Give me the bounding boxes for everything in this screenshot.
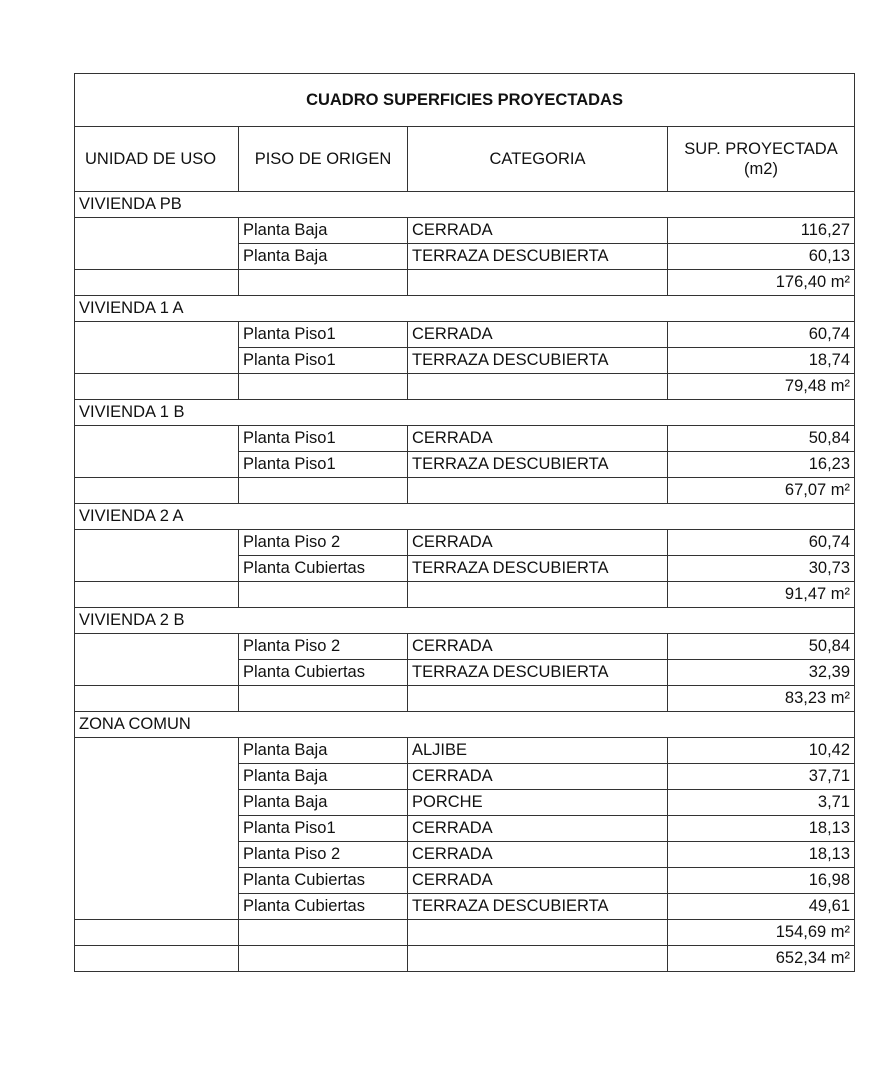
superficie-cell: 116,27 (668, 218, 855, 244)
categoria-cell: CERRADA (408, 868, 668, 894)
subtotal-row (75, 920, 855, 946)
total-cell: 652,34 m² (668, 946, 855, 972)
categoria-cell: CERRADA (408, 322, 668, 348)
empty-cell (239, 946, 408, 972)
piso-cell: Planta Piso1 (239, 426, 408, 452)
group-name: ZONA COMUN (75, 712, 855, 738)
categoria-cell: CERRADA (408, 426, 668, 452)
piso-cell: Planta Cubiertas (239, 556, 408, 582)
group-name: VIVIENDA 2 A (75, 504, 855, 530)
unidad-cell (75, 530, 239, 582)
piso-cell: Planta Baja (239, 244, 408, 270)
superficie-cell: 16,23 (668, 452, 855, 478)
subtotal-cell: 79,48 m² (668, 374, 855, 400)
superficie-cell: 30,73 (668, 556, 855, 582)
unidad-cell (75, 738, 239, 920)
subtotal-cell: 67,07 m² (668, 478, 855, 504)
superficie-cell: 49,61 (668, 894, 855, 920)
table-row (75, 634, 855, 660)
piso-cell: Planta Piso 2 (239, 634, 408, 660)
total-row (75, 946, 855, 972)
empty-cell (408, 582, 668, 608)
subtotal-cell: 176,40 m² (668, 270, 855, 296)
subtotal-cell: 83,23 m² (668, 686, 855, 712)
superficies-table (74, 73, 855, 972)
empty-cell (75, 374, 239, 400)
categoria-cell: TERRAZA DESCUBIERTA (408, 894, 668, 920)
categoria-cell: CERRADA (408, 634, 668, 660)
empty-cell (239, 374, 408, 400)
header-piso: PISO DE ORIGEN (239, 127, 408, 192)
categoria-cell: TERRAZA DESCUBIERTA (408, 660, 668, 686)
piso-cell: Planta Cubiertas (239, 660, 408, 686)
subtotal-row (75, 478, 855, 504)
empty-cell (408, 374, 668, 400)
empty-cell (239, 270, 408, 296)
table-row (75, 530, 855, 556)
subtotal-row (75, 374, 855, 400)
empty-cell (75, 920, 239, 946)
empty-cell (408, 686, 668, 712)
group-header-row (75, 608, 855, 634)
piso-cell: Planta Piso 2 (239, 842, 408, 868)
empty-cell (239, 478, 408, 504)
empty-cell (75, 686, 239, 712)
piso-cell: Planta Piso1 (239, 452, 408, 478)
empty-cell (239, 582, 408, 608)
table-row (75, 218, 855, 244)
piso-cell: Planta Baja (239, 790, 408, 816)
group-name: VIVIENDA PB (75, 192, 855, 218)
empty-cell (239, 686, 408, 712)
categoria-cell: ALJIBE (408, 738, 668, 764)
piso-cell: Planta Baja (239, 738, 408, 764)
superficie-cell: 50,84 (668, 426, 855, 452)
subtotal-row (75, 686, 855, 712)
piso-cell: Planta Baja (239, 218, 408, 244)
subtotal-cell: 91,47 m² (668, 582, 855, 608)
empty-cell (408, 478, 668, 504)
empty-cell (408, 946, 668, 972)
categoria-cell: TERRAZA DESCUBIERTA (408, 348, 668, 374)
piso-cell: Planta Piso1 (239, 816, 408, 842)
superficie-cell: 10,42 (668, 738, 855, 764)
categoria-cell: TERRAZA DESCUBIERTA (408, 556, 668, 582)
subtotal-row (75, 582, 855, 608)
group-header-row (75, 712, 855, 738)
group-header-row (75, 192, 855, 218)
piso-cell: Planta Baja (239, 764, 408, 790)
categoria-cell: CERRADA (408, 816, 668, 842)
empty-cell (408, 270, 668, 296)
unidad-cell (75, 322, 239, 374)
unidad-cell (75, 426, 239, 478)
superficie-cell: 3,71 (668, 790, 855, 816)
superficie-cell: 18,74 (668, 348, 855, 374)
piso-cell: Planta Cubiertas (239, 894, 408, 920)
categoria-cell: CERRADA (408, 842, 668, 868)
empty-cell (239, 920, 408, 946)
header-superficie: SUP. PROYECTADA (m2) (668, 127, 855, 192)
header-categoria: CATEGORIA (408, 127, 668, 192)
group-header-row (75, 504, 855, 530)
header-unidad: UNIDAD DE USO (75, 127, 239, 192)
table-body (75, 192, 855, 972)
categoria-cell: CERRADA (408, 764, 668, 790)
superficie-cell: 18,13 (668, 842, 855, 868)
piso-cell: Planta Cubiertas (239, 868, 408, 894)
superficie-cell: 60,13 (668, 244, 855, 270)
header-row (75, 127, 855, 192)
group-header-row (75, 400, 855, 426)
table-row (75, 738, 855, 764)
piso-cell: Planta Piso1 (239, 348, 408, 374)
table-row (75, 426, 855, 452)
piso-cell: Planta Piso1 (239, 322, 408, 348)
table-row (75, 322, 855, 348)
subtotal-row (75, 270, 855, 296)
categoria-cell: TERRAZA DESCUBIERTA (408, 452, 668, 478)
superficie-cell: 60,74 (668, 530, 855, 556)
superficie-cell: 16,98 (668, 868, 855, 894)
superficie-cell: 50,84 (668, 634, 855, 660)
group-name: VIVIENDA 1 A (75, 296, 855, 322)
categoria-cell: CERRADA (408, 218, 668, 244)
empty-cell (75, 478, 239, 504)
superficie-cell: 18,13 (668, 816, 855, 842)
unidad-cell (75, 218, 239, 270)
piso-cell: Planta Piso 2 (239, 530, 408, 556)
group-header-row (75, 296, 855, 322)
empty-cell (75, 270, 239, 296)
subtotal-cell: 154,69 m² (668, 920, 855, 946)
superficie-cell: 32,39 (668, 660, 855, 686)
categoria-cell: CERRADA (408, 530, 668, 556)
empty-cell (75, 582, 239, 608)
table-title: CUADRO SUPERFICIES PROYECTADAS (75, 74, 855, 127)
superficie-cell: 60,74 (668, 322, 855, 348)
empty-cell (75, 946, 239, 972)
categoria-cell: PORCHE (408, 790, 668, 816)
group-name: VIVIENDA 2 B (75, 608, 855, 634)
unidad-cell (75, 634, 239, 686)
group-name: VIVIENDA 1 B (75, 400, 855, 426)
categoria-cell: TERRAZA DESCUBIERTA (408, 244, 668, 270)
empty-cell (408, 920, 668, 946)
superficie-cell: 37,71 (668, 764, 855, 790)
